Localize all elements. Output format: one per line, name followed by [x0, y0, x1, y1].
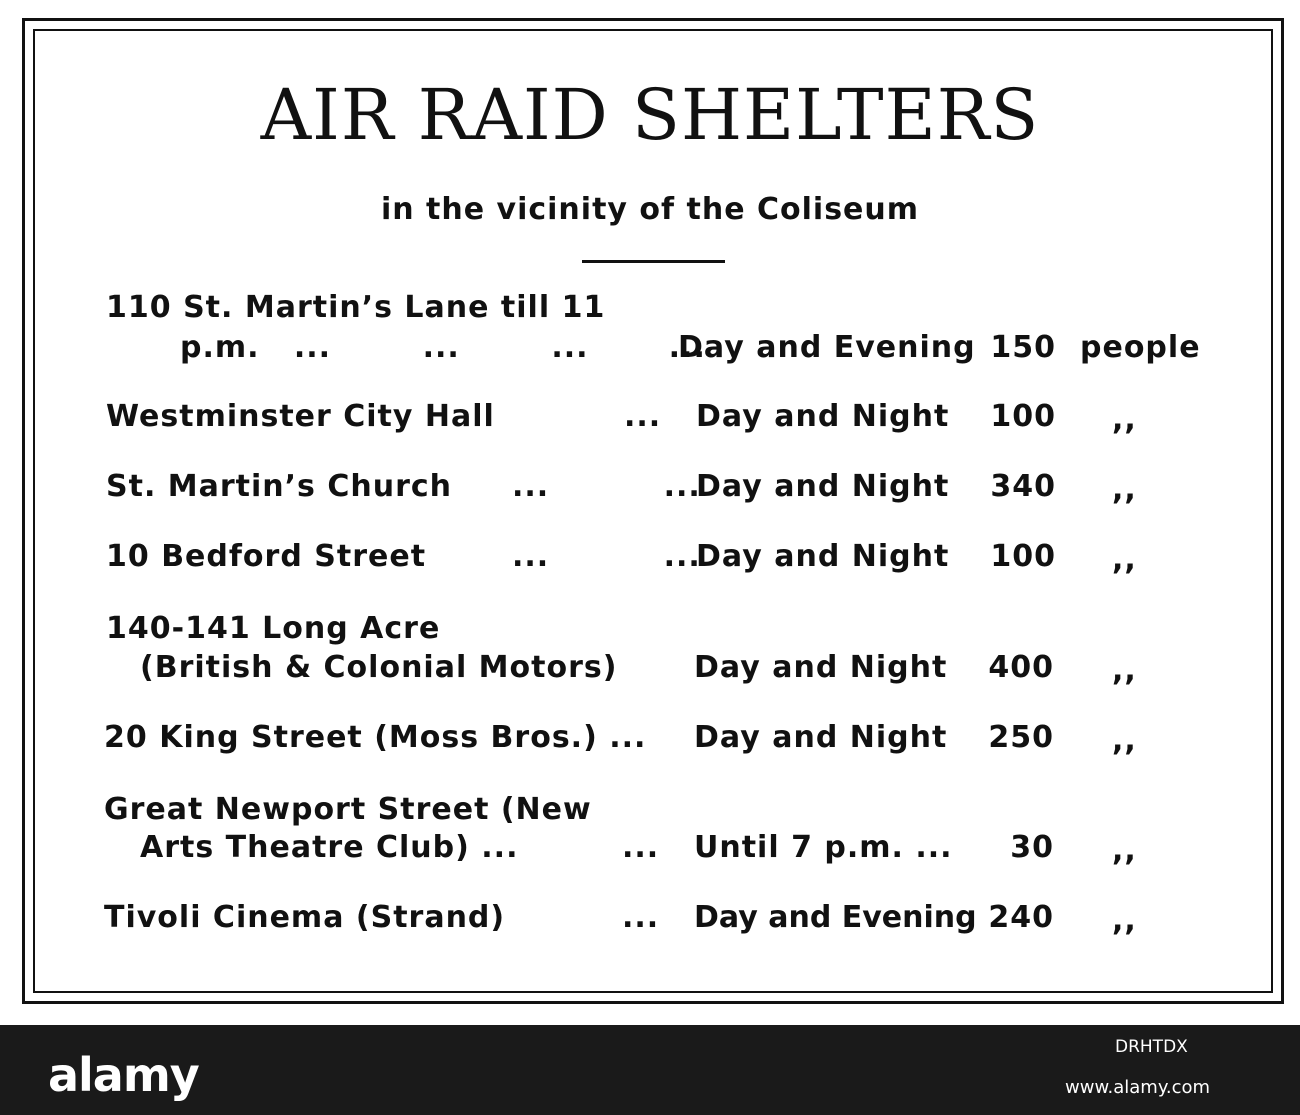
shelter-hours: Day and Night	[696, 469, 950, 504]
shelter-capacity: 100	[990, 399, 1056, 434]
leader-dots: ...	[622, 900, 660, 935]
shelter-location: Westminster City Hall	[106, 399, 495, 434]
shelter-hours: Day and Night	[694, 720, 948, 755]
leader-dots: ... ...	[512, 469, 701, 504]
shelter-location-cont: p.m. ... ... ... ...	[180, 330, 706, 365]
shelter-location: 140-141 Long Acre	[106, 611, 441, 646]
shelter-hours: Day and Night	[694, 650, 948, 685]
ditto-mark: ,,	[1112, 472, 1137, 507]
page-title: AIR RAID SHELTERS	[260, 74, 1040, 156]
watermark-logo: alamy	[48, 1048, 199, 1102]
shelter-capacity: 240	[988, 900, 1054, 935]
shelter-location: 20 King Street (Moss Bros.) ...	[104, 720, 647, 755]
shelter-location: 10 Bedford Street	[106, 539, 427, 574]
shelter-location: St. Martin’s Church	[106, 469, 453, 504]
shelter-capacity: 340	[990, 469, 1056, 504]
ditto-mark: ,,	[1112, 542, 1137, 577]
leader-dots: ...	[622, 830, 660, 865]
shelter-capacity: 150	[990, 330, 1056, 365]
shelter-capacity: 100	[990, 539, 1056, 574]
shelter-capacity: 30	[1010, 830, 1054, 865]
shelter-location: Great Newport Street (New	[104, 792, 592, 827]
watermark-image-id: DRHTDX	[1115, 1037, 1188, 1057]
shelter-hours: Day and Evening	[694, 900, 977, 935]
ditto-mark: ,,	[1112, 903, 1137, 938]
shelter-hours: Day and Night	[696, 399, 950, 434]
shelter-location-cont: (British & Colonial Motors)	[140, 650, 618, 685]
ditto-mark: ,,	[1112, 653, 1137, 688]
shelter-hours: Until 7 p.m. ...	[694, 830, 953, 865]
shelter-location-cont: Arts Theatre Club) ...	[140, 830, 519, 865]
leader-dots: ... ...	[512, 539, 701, 574]
divider-rule	[582, 260, 725, 263]
ditto-mark: ,,	[1112, 833, 1137, 868]
shelter-location: 110 St. Martin’s Lane till 11	[106, 290, 606, 325]
shelter-unit: people	[1080, 330, 1201, 365]
shelter-capacity: 400	[988, 650, 1054, 685]
shelter-hours: Day and Evening	[678, 330, 976, 365]
shelter-hours: Day and Night	[696, 539, 950, 574]
page-subtitle: in the vicinity of the Coliseum	[380, 192, 920, 227]
ditto-mark: ,,	[1112, 402, 1137, 437]
leader-dots: ...	[624, 399, 662, 434]
shelter-location: Tivoli Cinema (Strand)	[104, 900, 506, 935]
ditto-mark: ,,	[1112, 723, 1137, 758]
watermark-url: www.alamy.com	[1065, 1077, 1211, 1098]
shelter-capacity: 250	[988, 720, 1054, 755]
